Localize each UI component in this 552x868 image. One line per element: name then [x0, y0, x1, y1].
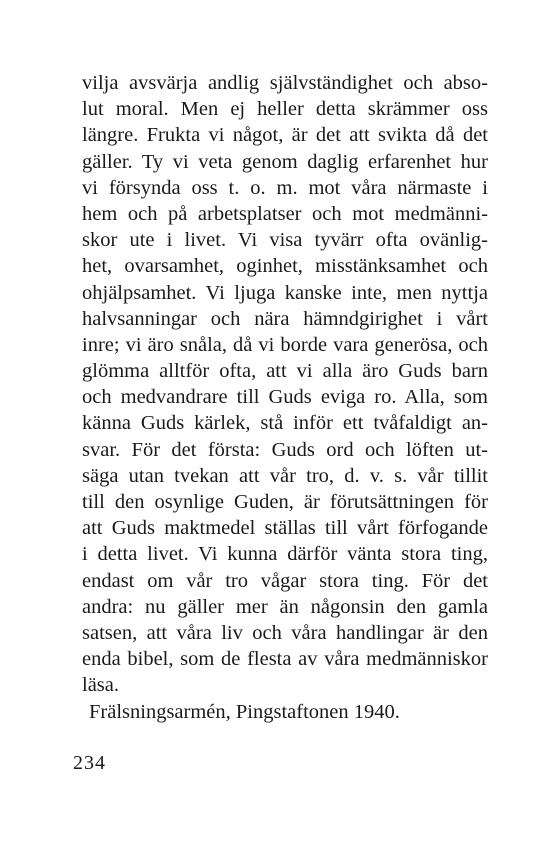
text-line: till den osynlige Guden, är förutsättningen för — [82, 491, 488, 513]
text-line: halvsanningar och nära hämndgirighet i vårt — [82, 307, 488, 330]
text-line: inre; vi äro snåla, då vi borde vara generösa, och — [82, 333, 488, 356]
text-line: gäller. Ty vi veta genom daglig erfarenhet hur — [82, 150, 488, 173]
text-line: i detta livet. Vi kunna därför vänta stora ting, — [82, 543, 488, 566]
text-line: svar. För det första: Guds ord och löften ut- — [82, 438, 488, 461]
signature-line: Frälsningsarmén, Pingstaftonen 1940. — [89, 701, 400, 723]
body-paragraph — [82, 70, 488, 699]
text-line: ohjälpsamhet. Vi ljuga kanske inte, men nyttja — [82, 281, 488, 304]
text-line: andra: nu gäller mer än någonsin den gamla — [82, 595, 488, 618]
text-line: satsen, att våra liv och våra handlingar är den — [82, 621, 488, 644]
text-line: att Guds maktmedel ställas till vårt förfogande — [82, 517, 488, 540]
text-line: längre. Frukta vi något, är det att svikta då det — [82, 124, 488, 147]
text-line: säga utan tvekan att vår tro, d. v. s. vår tillit — [82, 464, 488, 487]
text-line: vi försynda oss t. o. m. mot våra närmaste i — [82, 176, 488, 199]
text-line: glömma alltför ofta, att vi alla äro Guds barn — [82, 360, 488, 383]
text-line: vilja avsvärja andlig självständighet och abso- — [82, 72, 488, 94]
text-line: lut moral. Men ej heller detta skrämmer oss — [82, 98, 488, 121]
text-line: känna Guds kärlek, stå inför ett tvåfaldigt an- — [82, 412, 488, 435]
text-line-last: läsa. — [82, 674, 119, 697]
text-line: endast om vår tro vågar stora ting. För det — [82, 569, 488, 592]
text-line: het, ovarsamhet, oginhet, misstänksamhet och — [82, 255, 488, 278]
text-line: och medvandrare till Guds eviga ro. Alla, som — [82, 386, 488, 409]
text-line: skor ute i livet. Vi visa tyvärr ofta ovänlig- — [82, 229, 488, 252]
text-line: hem och på arbetsplatser och mot medmänni- — [82, 202, 488, 225]
page-number: 234 — [73, 752, 106, 774]
text-line: enda bibel, som de flesta av våra medmänniskor — [82, 648, 488, 671]
